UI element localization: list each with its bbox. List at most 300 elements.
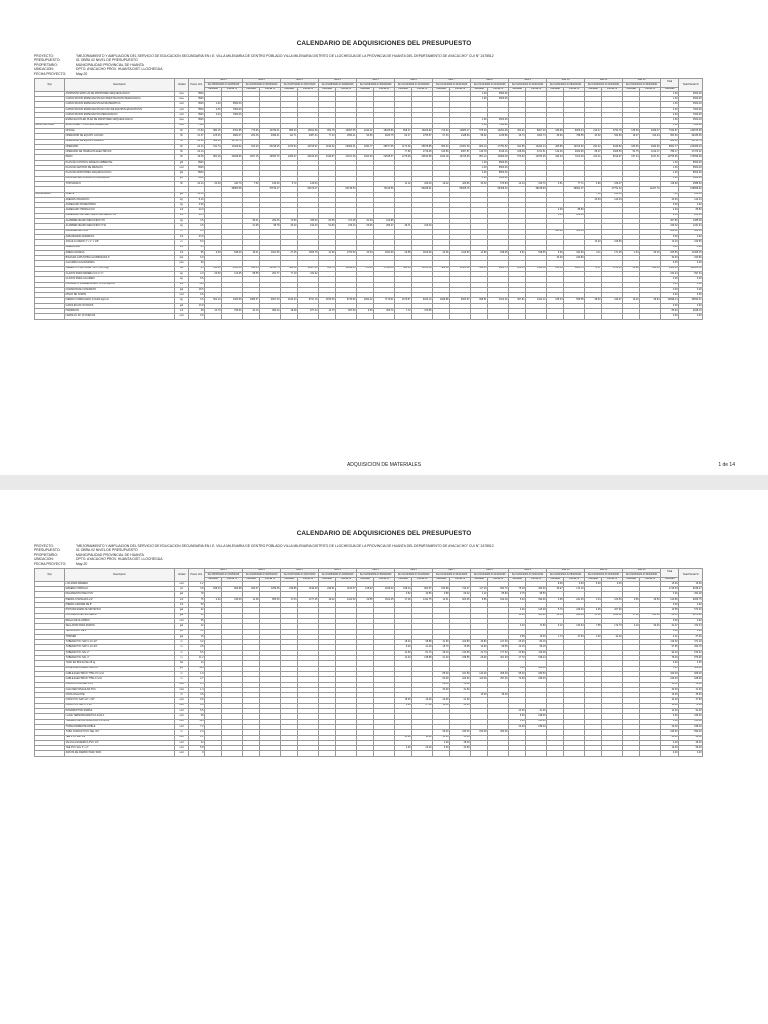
cell-unit: und: [175, 703, 189, 708]
cell-total-partial: 158.40: [679, 724, 703, 729]
cell-unit-price: 8.3: [189, 240, 205, 245]
cell-partial: 3500.00: [488, 91, 509, 96]
page-title: CALENDARIO DE ADQUISICIONES DEL PRESUPUESTO: [296, 40, 472, 47]
cell-quantity: 886.30: [281, 128, 298, 133]
cell-unit-price: 17.84: [189, 128, 205, 133]
cell-partial: [526, 314, 547, 319]
cell-partial: 13660.48: [488, 155, 509, 160]
cell-quantity: [319, 751, 336, 756]
cell-total-partial: 608.00: [679, 671, 703, 676]
cell-total-partial: 618859.92: [679, 187, 703, 192]
month-header: Mes 9: [509, 569, 547, 573]
cell-quantity: 77.52: [395, 150, 412, 155]
document-page-2: [0, 490, 768, 1024]
cell-unit-price: 6.5: [189, 277, 205, 282]
cell-partial: 90.20: [640, 250, 661, 255]
cell-quantity: 168.09: [509, 150, 526, 155]
cell-partial: 1755.97: [412, 134, 433, 139]
cell-total-quantity: 2.00: [661, 208, 679, 213]
cell-total-quantity: 1718.39: [661, 587, 679, 592]
month-header: Mes 3: [281, 569, 319, 573]
cell-unit: gal: [175, 287, 189, 292]
cell-total-partial: 2588.60: [679, 181, 703, 186]
cell-total-quantity: 24.00: [661, 735, 679, 740]
cell-quantity: 2.00: [205, 113, 222, 118]
cell-total-quantity: 0.00: [661, 661, 679, 666]
cell-unit: m: [175, 229, 189, 234]
cell-unit: und: [175, 102, 189, 107]
cell-partial: [222, 314, 243, 319]
cell-partial: 705.60: [222, 309, 243, 314]
meta-key: FECHA PROYECTO:: [34, 561, 67, 566]
subheader-quantity: Cantidad: [433, 577, 450, 581]
cell-unit: gal: [175, 592, 189, 597]
cell-quantity: 1.64: [623, 250, 640, 255]
cell-description: PINTURA ESMALTE SINTETICO: [65, 608, 175, 613]
cell-partial: 35.00: [488, 693, 509, 698]
cell-quantity: 10.00: [471, 693, 488, 698]
cell-unit: m3: [175, 309, 189, 314]
cell-quantity: 5.70: [547, 608, 564, 613]
cell-total-partial: 0.00: [679, 314, 703, 319]
cell-quantity: 86.07: [585, 150, 602, 155]
cell-partial: 233.10: [336, 224, 357, 229]
cell-description: TOPOGRAFO: [65, 181, 175, 186]
cell-unit-price: 5.6: [189, 650, 205, 655]
cell-partial: [298, 314, 319, 319]
cell-partial: 85.80: [564, 208, 585, 213]
cell-partial: 362.30: [526, 587, 547, 592]
cell-quantity: 4.00: [395, 746, 412, 751]
cell-partial: 221.25: [564, 597, 585, 602]
cell-partial: 3923.57: [450, 298, 471, 303]
month-range: Del 01/06/2020 Al 30/06/2020: [243, 573, 281, 577]
cell-partial: 403.20: [526, 613, 547, 618]
cell-description: LADRILLO KK 18 HUECOS: [65, 314, 175, 319]
cell-partial: 6033.13: [412, 298, 433, 303]
cell-total-quantity: 4.21: [661, 634, 679, 639]
cell-partial: 126.64: [298, 181, 319, 186]
cell-quantity: 2.00: [547, 208, 564, 213]
cell-total-quantity: 1.00: [661, 118, 679, 123]
cell-quantity: 158.20: [205, 266, 222, 271]
cell-partial: 91.00: [526, 709, 547, 714]
cell-unit-price: 0.9: [189, 698, 205, 703]
cell-quantity: 1010.42: [357, 128, 374, 133]
cell-partial: 70.65: [450, 645, 471, 650]
cell-partial: 98.78: [260, 224, 281, 229]
cell-quantity: 698.51: [471, 298, 488, 303]
cell-partial: 286.47: [374, 224, 395, 229]
column-header-total: Total: [661, 79, 679, 88]
month-header: Mes 8: [471, 79, 509, 83]
cell-quantity: 600.00: [547, 229, 564, 234]
cell-unit-price: 310: [189, 282, 205, 287]
cell-quantity: 344.15: [471, 266, 488, 271]
cell-quantity: [395, 751, 412, 756]
cell-quantity: 3.00: [509, 608, 526, 613]
cell-unit: pln: [175, 629, 189, 634]
cell-partial: 14607.50: [298, 266, 319, 271]
cell-quantity: 58.02: [471, 134, 488, 139]
cell-unit-price: 3.5: [189, 693, 205, 698]
cell-partial: 38083.58: [222, 187, 243, 192]
page-indicator: 1 de 14: [718, 462, 735, 468]
cell-unit-price: 85.5: [189, 213, 205, 218]
cell-total-partial: 0.00: [679, 245, 703, 250]
cell-total-partial: 48.00: [679, 740, 703, 745]
cell-total-partial: 130675.68: [679, 128, 703, 133]
cell-partial: 877.44: [298, 309, 319, 314]
cell-total-partial: 41.60: [679, 687, 703, 692]
cell-description: OPERARIO: [65, 144, 175, 149]
cell-quantity: 4.80: [585, 181, 602, 186]
cell-description: OPERADOR DE EQUIPO PESADO: [65, 139, 175, 144]
cell-quantity: 3.40: [509, 624, 526, 629]
cell-quantity: [471, 751, 488, 756]
subheader-partial: Parcial S/: [374, 577, 395, 581]
cell-unit: m: [175, 645, 189, 650]
cell-quantity: 701.86: [357, 266, 374, 271]
cell-description: ACCESORIOS ELECTRICOS: [65, 666, 175, 671]
subheader-quantity: Cantidad: [281, 87, 298, 91]
cell-partial: 18025.89: [374, 128, 395, 133]
subheader-quantity: Cantidad: [623, 87, 640, 91]
cell-quantity: [395, 314, 412, 319]
cell-unit: glb: [175, 666, 189, 671]
month-range: Del 01/01/2021 Al 31/01/2021: [509, 83, 547, 87]
cell-partial: 1119.80: [450, 250, 471, 255]
cell-partial: [488, 314, 509, 319]
cell-quantity: [509, 314, 526, 319]
cell-total-partial: 3500.00: [679, 97, 703, 102]
cell-quantity: 18.00: [395, 698, 412, 703]
cell-partial: [602, 314, 623, 319]
cell-total-partial: 91.00: [679, 709, 703, 714]
cell-partial: 3167.31: [640, 155, 661, 160]
cell-quantity: 19.40: [623, 298, 640, 303]
cell-unit: m: [175, 677, 189, 682]
cell-total-partial: 73.60: [679, 703, 703, 708]
cell-description: ALAMBRE DE PUAS: [65, 229, 175, 234]
cell-quantity: 7.72: [395, 309, 412, 314]
meta-key: FECHA PROYECTO:: [34, 71, 67, 76]
cell-partial: 200.93: [564, 213, 585, 218]
cell-partial: 1239.89: [488, 134, 509, 139]
cell-total-partial: 9500.00: [679, 160, 703, 165]
cell-partial: 41.40: [412, 645, 433, 650]
month-range: Del 01/06/2020 Al 30/06/2020: [243, 83, 281, 87]
cell-unit: gal: [175, 608, 189, 613]
cell-partial: 7000.00: [222, 113, 243, 118]
cell-unit-price: 22.14: [189, 144, 205, 149]
cell-unit: hh: [175, 144, 189, 149]
cell-total-partial: 0.00: [679, 282, 703, 287]
cell-quantity: 584.30: [281, 266, 298, 271]
cell-total-quantity: 32.00: [661, 687, 679, 692]
cell-total-quantity: 1.00: [661, 102, 679, 107]
month-header: Mes 11: [585, 79, 623, 83]
meta-value: 01 OBRA 02 NIVEL DE PRESUPUESTO: [76, 58, 138, 63]
meta-value: May-20: [76, 71, 88, 76]
cell-partial: 360.00: [564, 229, 585, 234]
cell-unit-price: 9: [189, 751, 205, 756]
cell-unit-price: 78: [189, 592, 205, 597]
cell-quantity: [357, 314, 374, 319]
cell-quantity: 9.39: [357, 309, 374, 314]
footer-label: ADQUISICION DE MATERIALES: [346, 462, 422, 468]
cell-unit: m3: [175, 282, 189, 287]
cell-quantity: 1.00: [471, 91, 488, 96]
cell-unit-price: 1.3: [189, 687, 205, 692]
cell-unit: und: [175, 113, 189, 118]
cell-description: ALBAÑILERIA CERAMICA: [65, 234, 175, 239]
cell-partial: [374, 314, 395, 319]
cell-partial: 140.56: [450, 650, 471, 655]
cell-quantity: 155.43: [547, 298, 564, 303]
cell-partial: 177.52: [488, 650, 509, 655]
cell-total-quantity: 24.00: [661, 682, 679, 687]
subheader-quantity: Cantidad: [547, 87, 564, 91]
cell-unit: und: [175, 123, 189, 128]
cell-unit: und: [175, 698, 189, 703]
subheader-quantity: Cantidad: [471, 87, 488, 91]
cell-quantity: 382.00: [205, 139, 222, 144]
cell-total-quantity: 0.00: [661, 234, 679, 239]
cell-unit-price: 5.8: [189, 629, 205, 634]
cell-quantity: 1042.18: [433, 155, 450, 160]
cell-total-partial: 122.04: [679, 197, 703, 202]
cell-partial: 15551.50: [412, 266, 433, 271]
cell-total-quantity: 7.00: [661, 192, 679, 197]
cell-unit: glb: [175, 160, 189, 165]
cell-quantity: 222.26: [509, 266, 526, 271]
cell-total-partial: 20335.69: [679, 134, 703, 139]
cell-quantity: [585, 314, 602, 319]
cell-description: PEGAMENTO PARA PVC: [65, 592, 175, 597]
cell-partial: 145.00: [526, 719, 547, 724]
table-row: [35, 751, 703, 756]
meta-value: DPTO. AYACUCHO PROV. HUANTA DIST. LLOCHEGUA: [76, 557, 163, 562]
cell-partial: 3500.00: [488, 97, 509, 102]
cell-partial: 324.50: [564, 250, 585, 255]
cell-quantity: 24.00: [433, 698, 450, 703]
cell-partial: 55208.76: [450, 187, 471, 192]
cell-unit: mes: [175, 91, 189, 96]
cell-quantity: 1994.42: [357, 298, 374, 303]
cell-total-partial: 85.80: [679, 208, 703, 213]
cell-quantity: 710.94: [433, 128, 450, 133]
cell-total-quantity: 32.00: [661, 256, 679, 261]
month-header: Mes 1: [205, 79, 243, 83]
cell-quantity: 197.34: [623, 155, 640, 160]
month-header: Mes 11: [585, 569, 623, 573]
cell-unit-price: 29: [189, 261, 205, 266]
cell-unit-price: 18.5: [189, 287, 205, 292]
cell-total-quantity: 4.00: [661, 740, 679, 745]
cell-quantity: 120.50: [433, 150, 450, 155]
cell-partial: [298, 751, 319, 756]
cell-quantity: 210.47: [585, 128, 602, 133]
cell-unit-price: 4.5: [189, 219, 205, 224]
subheader-quantity: Cantidad: [433, 87, 450, 91]
cell-quantity: 24.52: [585, 134, 602, 139]
cell-unit-price: 14.30: [189, 192, 205, 197]
cell-quantity: 59.21: [243, 219, 260, 224]
cell-quantity: 60.00: [433, 677, 450, 682]
cell-partial: 16726.99: [450, 155, 471, 160]
month-header: Mes 7: [433, 79, 471, 83]
month-range: Del 01/11/2020 Al 30/11/2020: [433, 573, 471, 577]
cell-quantity: 291.32: [585, 144, 602, 149]
cell-quantity: 2.35: [547, 213, 564, 218]
cell-partial: 360.00: [488, 730, 509, 735]
cell-unit-price: 22: [189, 624, 205, 629]
cell-partial: [336, 314, 357, 319]
cell-total-quantity: 229.32: [661, 224, 679, 229]
cell-description: ARENA FINA: [65, 245, 175, 250]
cell-quantity: 204.46: [243, 134, 260, 139]
cell-partial: 903.98: [222, 587, 243, 592]
cell-partial: 14204.14: [526, 144, 547, 149]
cell-quantity: 6.00: [433, 746, 450, 751]
cell-quantity: 0.89: [433, 592, 450, 597]
cell-quantity: 9.61: [509, 250, 526, 255]
cell-quantity: 367.81: [509, 298, 526, 303]
cell-quantity: 70.00: [509, 677, 526, 682]
cell-quantity: 362.10: [205, 298, 222, 303]
meta-key: UBICACION:: [34, 67, 54, 72]
cell-quantity: 511.74: [205, 144, 222, 149]
cell-total-partial: 3500.00: [679, 118, 703, 123]
subheader-partial: Parcial S/: [526, 577, 547, 581]
cell-description: TABLERO DE DISTRIBUCION 8 POLOS: [65, 719, 175, 724]
cell-unit: m: [175, 671, 189, 676]
cell-partial: 21261.93: [450, 144, 471, 149]
cell-partial: 25978.85: [412, 144, 433, 149]
cell-partial: 66749.53: [336, 187, 357, 192]
cell-partial: 804.24: [564, 613, 585, 618]
cell-quantity: 20.09: [205, 181, 222, 186]
subheader-partial: Parcial S/: [412, 577, 433, 581]
cell-quantity: 1.00: [509, 666, 526, 671]
cell-partial: 903.07: [412, 587, 433, 592]
subheader-partial: Parcial S/: [260, 87, 281, 91]
cell-partial: 58.50: [526, 592, 547, 597]
cell-total-partial: 0.00: [679, 203, 703, 208]
subheader-quantity: Cantidad: [395, 87, 412, 91]
cell-quantity: 68.52: [585, 298, 602, 303]
cell-quantity: 14.00: [509, 709, 526, 714]
month-header: Mes 3: [281, 79, 319, 83]
cell-unit-price: 4.5: [189, 645, 205, 650]
cell-partial: 158.40: [526, 724, 547, 729]
cell-partial: 614.16: [640, 613, 661, 618]
cell-quantity: 1.52: [585, 634, 602, 639]
cell-total-partial: 516.32: [679, 650, 703, 655]
cell-quantity: 1085.37: [243, 298, 260, 303]
meta-key: PRESUPUESTO:: [34, 548, 61, 553]
cell-partial: 3500.00: [488, 176, 509, 181]
cell-quantity: 6.00: [395, 703, 412, 708]
cell-partial: [450, 751, 471, 756]
cell-quantity: 1.00: [471, 166, 488, 171]
cell-description: PLAN DE PARTICIPACION CIUDADANA: [65, 176, 175, 181]
cell-total-quantity: 42.00: [661, 698, 679, 703]
cell-description: ALAMBRE NEGRO RECOCIDO N°8: [65, 219, 175, 224]
cell-partial: 8500.00: [488, 171, 509, 176]
cell-partial: 127.36: [488, 640, 509, 645]
cell-partial: 20644.63: [298, 155, 319, 160]
cell-partial: 923.25: [450, 597, 471, 602]
cell-quantity: 452.21: [509, 128, 526, 133]
month-header: Mes 10: [547, 79, 585, 83]
subheader-quantity: Cantidad: [471, 577, 488, 581]
cell-quantity: 952.78: [319, 128, 336, 133]
cell-total-quantity: 2.35: [661, 213, 679, 218]
meta-value: "MEJORAMIENTO Y AMPLIACION DEL SERVICIO DE EDUCACION SECUNDARIA EN I.E. VILLA MILENARIA DE CENTRO POBLADO VILLA MILENARIA DISTRITO DE LLOCHEGUA DE LA PROVINCIA DE HUANTA DEL DEPARTAMENTO DE AYACUCHO" CUI N° 2478512: [76, 54, 494, 58]
cell-partial: 1650.41: [336, 134, 357, 139]
subheader-partial: Parcial S/: [298, 577, 319, 581]
cell-total-quantity: 0.00: [661, 603, 679, 608]
page-separator: [0, 475, 768, 490]
cell-quantity: 22.00: [509, 724, 526, 729]
cell-partial: [374, 751, 395, 756]
cell-partial: 3907.33: [260, 298, 281, 303]
cell-quantity: 670.62: [509, 155, 526, 160]
cell-partial: [488, 751, 509, 756]
cell-quantity: 135.06: [623, 128, 640, 133]
cell-description: CAJA RECTANGULAR PVC: [65, 687, 175, 692]
month-range: Del 01/08/2020 Al 31/08/2020: [319, 83, 357, 87]
cell-unit: und: [175, 724, 189, 729]
month-range: Del 01/04/2021 Al 30/04/2021: [623, 83, 661, 87]
month-header: Mes 4: [319, 79, 357, 83]
cell-quantity: 32.00: [547, 256, 564, 261]
cell-quantity: 149.78: [471, 150, 488, 155]
cell-total-partial: 67.36: [679, 634, 703, 639]
cell-partial: 238.56: [450, 656, 471, 661]
cell-unit-price: 11.2: [189, 656, 205, 661]
cell-description: INTERRUPTOR SIMPLE: [65, 709, 175, 714]
cell-partial: 23703.97: [298, 144, 319, 149]
cell-total-quantity: 0.00: [661, 261, 679, 266]
cell-quantity: 27.45: [281, 250, 298, 255]
cell-quantity: 14.00: [433, 735, 450, 740]
cell-quantity: 13.20: [585, 240, 602, 245]
cell-total-partial: 3500.00: [679, 91, 703, 96]
subheader-partial: Parcial S/: [298, 87, 319, 91]
cell-total-quantity: 116.92: [661, 181, 679, 186]
cell-total-partial: 371.20: [679, 640, 703, 645]
cell-total-partial: 0.00: [679, 751, 703, 756]
cell-total-partial: 254.28: [679, 592, 703, 597]
cell-total-partial: 0.00: [679, 661, 703, 666]
cell-unit: p2: [175, 587, 189, 592]
cell-description: ASISTENTE SPATLUS DE MONITOREO ARQUEOLOGICO: [65, 91, 175, 96]
cell-partial: 11329.92: [222, 144, 243, 149]
cell-partial: 109.56: [602, 240, 623, 245]
cell-quantity: 575.23: [471, 128, 488, 133]
cell-partial: 106.27: [602, 181, 623, 186]
page-title: CALENDARIO DE ADQUISICIONES DEL PRESUPUESTO: [296, 530, 472, 537]
cell-quantity: 7.85: [585, 624, 602, 629]
cell-total-quantity: 0.00: [661, 303, 679, 308]
cell-total-partial: 36.00: [679, 682, 703, 687]
month-header: Mes 4: [319, 569, 357, 573]
month-range: Del 01/10/2020 Al 31/10/2020: [395, 573, 433, 577]
subheader-quantity: Cantidad: [205, 577, 222, 581]
